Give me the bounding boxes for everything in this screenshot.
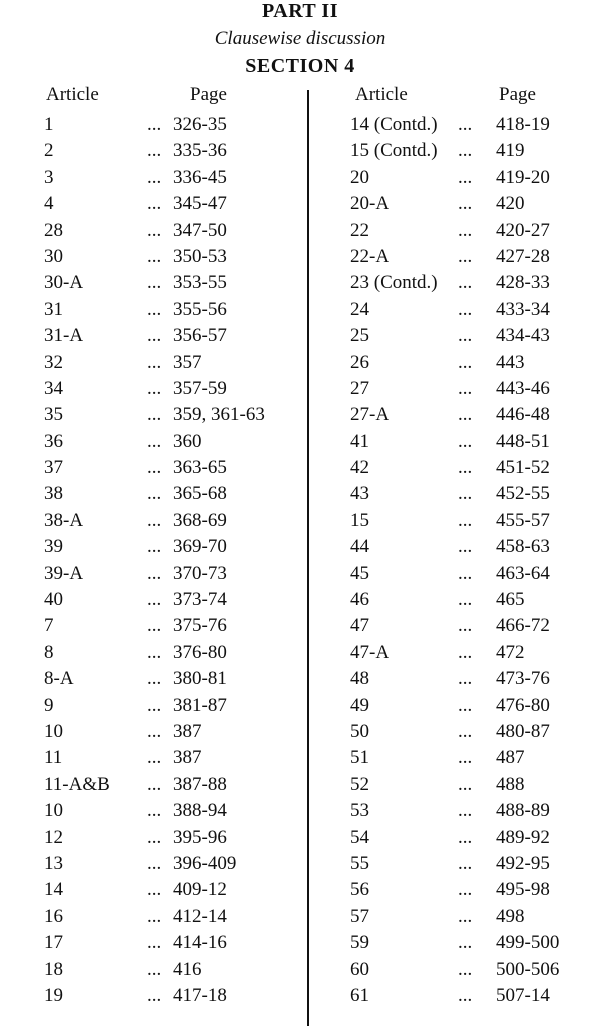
index-row	[348, 717, 598, 743]
section-subtitle: Clausewise discussion	[214, 28, 386, 49]
leader-dots: ...	[147, 483, 162, 505]
index-row	[44, 955, 304, 981]
page-range: 452-55	[496, 483, 550, 505]
leader-dots: ...	[458, 377, 473, 399]
article-number: 60	[350, 958, 369, 980]
article-number: 10	[44, 720, 63, 742]
article-number: 31	[44, 298, 63, 320]
index-row	[348, 453, 598, 479]
index-row	[44, 849, 304, 875]
index-row	[44, 902, 304, 928]
article-number: 38	[44, 483, 63, 505]
leader-dots: ...	[147, 245, 162, 267]
index-row	[348, 321, 598, 347]
leader-dots: ...	[458, 826, 473, 848]
leader-dots: ...	[147, 905, 162, 927]
article-number: 35	[44, 404, 63, 426]
page-range: 495-98	[496, 879, 550, 901]
leader-dots: ...	[147, 140, 162, 162]
article-number: 39-A	[44, 562, 84, 584]
page-range: 373-74	[173, 589, 227, 611]
article-number: 22-A	[350, 245, 390, 267]
leader-dots: ...	[147, 641, 162, 663]
index-row	[348, 242, 598, 268]
article-header: Article	[46, 84, 99, 105]
article-number: 37	[44, 457, 63, 479]
leader-dots: ...	[147, 615, 162, 637]
left-column	[44, 84, 304, 1007]
index-row	[44, 691, 304, 717]
article-number: 32	[44, 351, 63, 373]
page-range: 396-409	[173, 852, 237, 874]
page-range: 433-34	[496, 298, 550, 320]
article-number: 40	[44, 589, 63, 611]
article-number: 51	[350, 747, 369, 769]
index-row	[44, 875, 304, 901]
article-number: 41	[350, 430, 369, 452]
article-number: 47	[350, 615, 369, 637]
page-range: 443-46	[496, 377, 550, 399]
page-range: 357	[173, 351, 202, 373]
leader-dots: ...	[458, 351, 473, 373]
leader-dots: ...	[147, 166, 162, 188]
leader-dots: ...	[147, 536, 162, 558]
article-number: 47-A	[350, 641, 390, 663]
page-range: 360	[173, 430, 202, 452]
index-row	[348, 189, 598, 215]
article-number: 1	[44, 114, 54, 135]
page-range: 489-92	[496, 826, 550, 848]
leader-dots: ...	[458, 800, 473, 822]
article-number: 30-A	[44, 272, 84, 294]
article-number: 45	[350, 562, 369, 584]
index-row	[44, 189, 304, 215]
leader-dots: ...	[458, 457, 473, 479]
index-row	[44, 559, 304, 585]
page-range: 499-500	[496, 932, 560, 954]
page-range: 492-95	[496, 852, 550, 874]
article-number: 11-A&B	[44, 773, 110, 795]
leader-dots: ...	[147, 562, 162, 584]
leader-dots: ...	[458, 483, 473, 505]
article-number: 27-A	[350, 404, 390, 426]
left-column-header	[44, 84, 304, 110]
index-row	[44, 163, 304, 189]
leader-dots: ...	[458, 298, 473, 320]
leader-dots: ...	[147, 932, 162, 954]
leader-dots: ...	[458, 615, 473, 637]
leader-dots: ...	[458, 984, 473, 1006]
leader-dots: ...	[458, 404, 473, 426]
index-row	[348, 400, 598, 426]
index-row	[348, 506, 598, 532]
index-row	[348, 268, 598, 294]
leader-dots: ...	[147, 298, 162, 320]
index-row	[348, 295, 598, 321]
index-row	[44, 321, 304, 347]
leader-dots: ...	[147, 800, 162, 822]
article-number: 43	[350, 483, 369, 505]
page-range: 488-89	[496, 800, 550, 822]
index-row	[44, 506, 304, 532]
article-number: 15	[350, 509, 369, 531]
article-number: 54	[350, 826, 369, 848]
article-number: 55	[350, 852, 369, 874]
section-title: SECTION 4	[245, 55, 355, 77]
page-range: 369-70	[173, 536, 227, 558]
page-range: 387	[173, 720, 202, 742]
leader-dots: ...	[458, 272, 473, 294]
page-range: 418-19	[496, 114, 550, 135]
article-number: 20-A	[350, 193, 390, 215]
index-row	[44, 611, 304, 637]
index-row	[44, 348, 304, 374]
index-row	[348, 875, 598, 901]
leader-dots: ...	[458, 879, 473, 901]
leader-dots: ...	[458, 325, 473, 347]
article-number: 25	[350, 325, 369, 347]
article-number: 8-A	[44, 668, 74, 690]
leader-dots: ...	[147, 720, 162, 742]
leader-dots: ...	[458, 245, 473, 267]
index-row	[44, 664, 304, 690]
article-number: 12	[44, 826, 63, 848]
page-range: 480-87	[496, 720, 550, 742]
page-range: 388-94	[173, 800, 227, 822]
article-number: 13	[44, 852, 63, 874]
article-number: 14 (Contd.)	[350, 114, 438, 135]
index-row	[44, 374, 304, 400]
page-range: 472	[496, 641, 525, 663]
page-range: 350-53	[173, 245, 227, 267]
index-row	[348, 823, 598, 849]
page-range: 420-27	[496, 219, 550, 241]
leader-dots: ...	[458, 747, 473, 769]
index-row	[44, 110, 304, 136]
index-row	[348, 928, 598, 954]
index-row	[348, 479, 598, 505]
leader-dots: ...	[458, 219, 473, 241]
article-number: 19	[44, 984, 63, 1006]
index-row	[348, 849, 598, 875]
page-range: 428-33	[496, 272, 550, 294]
leader-dots: ...	[147, 351, 162, 373]
leader-dots: ...	[458, 589, 473, 611]
page-range: 498	[496, 905, 525, 927]
article-number: 27	[350, 377, 369, 399]
leader-dots: ...	[147, 272, 162, 294]
page-range: 473-76	[496, 668, 550, 690]
page-range: 419	[496, 140, 525, 162]
leader-dots: ...	[147, 589, 162, 611]
article-number: 22	[350, 219, 369, 241]
page-range: 381-87	[173, 694, 227, 716]
index-row	[348, 348, 598, 374]
index-row	[348, 374, 598, 400]
leader-dots: ...	[147, 377, 162, 399]
leader-dots: ...	[147, 958, 162, 980]
article-number: 17	[44, 932, 63, 954]
index-row	[348, 981, 598, 1007]
index-row	[348, 611, 598, 637]
article-number: 26	[350, 351, 369, 373]
index-row	[44, 242, 304, 268]
page-range: 448-51	[496, 430, 550, 452]
page-range: 368-69	[173, 509, 227, 531]
leader-dots: ...	[458, 720, 473, 742]
index-row	[348, 638, 598, 664]
leader-dots: ...	[147, 114, 162, 135]
index-row	[348, 216, 598, 242]
index-row	[44, 770, 304, 796]
right-column-header	[348, 84, 598, 110]
index-row	[348, 955, 598, 981]
page-range: 345-47	[173, 193, 227, 215]
article-number: 2	[44, 140, 54, 162]
article-number: 30	[44, 245, 63, 267]
index-row	[348, 136, 598, 162]
article-number: 14	[44, 879, 63, 901]
leader-dots: ...	[147, 826, 162, 848]
page-range: 507-14	[496, 984, 550, 1006]
leader-dots: ...	[458, 114, 473, 135]
page-range: 416	[173, 958, 202, 980]
part-title: PART II	[262, 0, 338, 22]
article-number: 56	[350, 879, 369, 901]
article-number: 9	[44, 694, 54, 716]
article-number: 38-A	[44, 509, 84, 531]
page-range: 356-57	[173, 325, 227, 347]
page-range: 326-35	[173, 114, 227, 135]
page-range: 466-72	[496, 615, 550, 637]
leader-dots: ...	[458, 694, 473, 716]
page-range: 395-96	[173, 826, 227, 848]
column-divider	[307, 90, 309, 1026]
index-row	[348, 691, 598, 717]
article-number: 16	[44, 905, 63, 927]
page-range: 420	[496, 193, 525, 215]
page-header: Page	[190, 84, 227, 105]
page-range: 446-48	[496, 404, 550, 426]
page-range: 363-65	[173, 457, 227, 479]
leader-dots: ...	[147, 879, 162, 901]
leader-dots: ...	[147, 193, 162, 215]
index-row	[348, 532, 598, 558]
page-header: Page	[499, 84, 536, 105]
index-row	[44, 823, 304, 849]
article-header: Article	[355, 84, 408, 105]
leader-dots: ...	[147, 430, 162, 452]
page-range: 463-64	[496, 562, 550, 584]
index-row	[44, 981, 304, 1007]
page-range: 359, 361-63	[173, 404, 265, 426]
index-row	[44, 585, 304, 611]
leader-dots: ...	[147, 668, 162, 690]
page-range: 455-57	[496, 509, 550, 531]
article-number: 10	[44, 800, 63, 822]
article-number: 48	[350, 668, 369, 690]
index-row	[44, 268, 304, 294]
leader-dots: ...	[458, 668, 473, 690]
article-number: 61	[350, 984, 369, 1006]
index-row	[44, 638, 304, 664]
leader-dots: ...	[147, 404, 162, 426]
page-range: 476-80	[496, 694, 550, 716]
index-row	[348, 110, 598, 136]
index-row	[44, 136, 304, 162]
article-number: 46	[350, 589, 369, 611]
page-range: 427-28	[496, 245, 550, 267]
left-rows	[44, 110, 304, 1007]
page-range: 465	[496, 589, 525, 611]
index-row	[44, 796, 304, 822]
article-number: 59	[350, 932, 369, 954]
page-range: 417-18	[173, 984, 227, 1006]
page-range: 412-14	[173, 905, 227, 927]
page-range: 335-36	[173, 140, 227, 162]
index-row	[348, 796, 598, 822]
page-range: 347-50	[173, 219, 227, 241]
leader-dots: ...	[458, 140, 473, 162]
page-range: 387	[173, 747, 202, 769]
article-number: 34	[44, 377, 63, 399]
leader-dots: ...	[147, 747, 162, 769]
index-row	[44, 216, 304, 242]
article-number: 8	[44, 641, 54, 663]
leader-dots: ...	[458, 562, 473, 584]
article-number: 28	[44, 219, 63, 241]
index-row	[348, 902, 598, 928]
index-row	[44, 532, 304, 558]
leader-dots: ...	[458, 193, 473, 215]
article-number: 4	[44, 193, 54, 215]
index-row	[348, 163, 598, 189]
article-number: 31-A	[44, 325, 84, 347]
index-row	[348, 743, 598, 769]
article-number: 57	[350, 905, 369, 927]
leader-dots: ...	[458, 166, 473, 188]
page-range: 357-59	[173, 377, 227, 399]
index-row	[348, 770, 598, 796]
article-number: 7	[44, 615, 54, 637]
index-row	[44, 743, 304, 769]
index-row	[348, 585, 598, 611]
right-column	[348, 84, 598, 1007]
page-range: 434-43	[496, 325, 550, 347]
page-range: 355-56	[173, 298, 227, 320]
leader-dots: ...	[458, 509, 473, 531]
article-number: 44	[350, 536, 369, 558]
leader-dots: ...	[458, 430, 473, 452]
right-rows	[348, 110, 598, 1007]
page-range: 443	[496, 351, 525, 373]
article-number: 23 (Contd.)	[350, 272, 438, 294]
leader-dots: ...	[147, 509, 162, 531]
leader-dots: ...	[147, 457, 162, 479]
index-row	[348, 427, 598, 453]
page-range: 451-52	[496, 457, 550, 479]
leader-dots: ...	[147, 852, 162, 874]
article-number: 42	[350, 457, 369, 479]
leader-dots: ...	[147, 325, 162, 347]
page-range: 387-88	[173, 773, 227, 795]
page-range: 488	[496, 773, 525, 795]
leader-dots: ...	[458, 958, 473, 980]
leader-dots: ...	[147, 773, 162, 795]
page-range: 376-80	[173, 641, 227, 663]
article-number: 20	[350, 166, 369, 188]
index-row	[44, 295, 304, 321]
page-range: 353-55	[173, 272, 227, 294]
article-number: 53	[350, 800, 369, 822]
article-number: 24	[350, 298, 369, 320]
article-number: 11	[44, 747, 63, 769]
page-range: 409-12	[173, 879, 227, 901]
leader-dots: ...	[458, 773, 473, 795]
page-range: 375-76	[173, 615, 227, 637]
index-row	[44, 427, 304, 453]
page-range: 414-16	[173, 932, 227, 954]
article-number: 15 (Contd.)	[350, 140, 438, 162]
article-number: 3	[44, 166, 54, 188]
page-range: 336-45	[173, 166, 227, 188]
leader-dots: ...	[147, 694, 162, 716]
leader-dots: ...	[147, 984, 162, 1006]
index-row	[44, 400, 304, 426]
index-row	[348, 559, 598, 585]
leader-dots: ...	[458, 536, 473, 558]
page-range: 458-63	[496, 536, 550, 558]
index-row	[44, 479, 304, 505]
article-number: 39	[44, 536, 63, 558]
article-number: 18	[44, 958, 63, 980]
index-row	[348, 664, 598, 690]
article-number: 36	[44, 430, 63, 452]
leader-dots: ...	[458, 852, 473, 874]
index-row	[44, 453, 304, 479]
index-row	[44, 717, 304, 743]
page-range: 487	[496, 747, 525, 769]
leader-dots: ...	[458, 641, 473, 663]
leader-dots: ...	[147, 219, 162, 241]
page-range: 380-81	[173, 668, 227, 690]
article-number: 50	[350, 720, 369, 742]
page-range: 500-506	[496, 958, 560, 980]
index-row	[44, 928, 304, 954]
article-number: 49	[350, 694, 369, 716]
page-range: 370-73	[173, 562, 227, 584]
article-number: 52	[350, 773, 369, 795]
page-range: 419-20	[496, 166, 550, 188]
leader-dots: ...	[458, 932, 473, 954]
leader-dots: ...	[458, 905, 473, 927]
page-range: 365-68	[173, 483, 227, 505]
